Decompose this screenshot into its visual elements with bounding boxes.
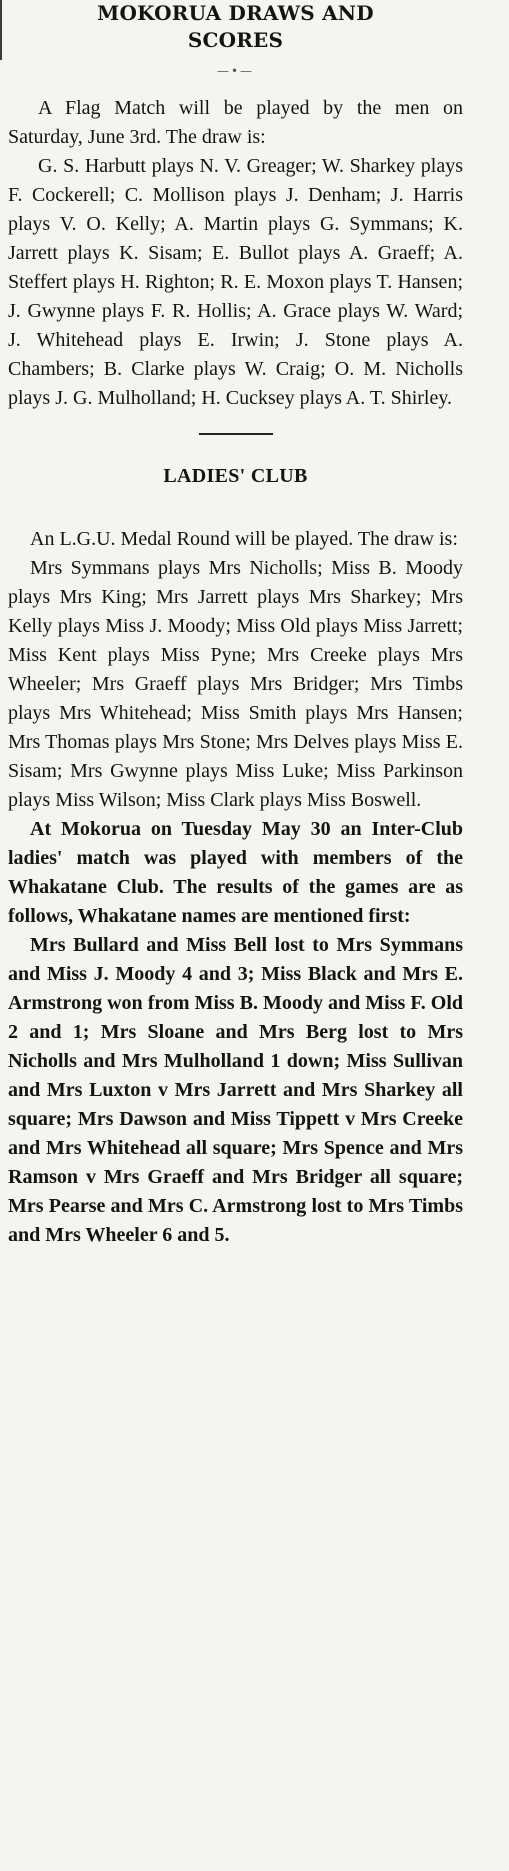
medal-round-intro: An L.G.U. Medal Round will be played. The draw is: [30,528,458,550]
flag-match-intro: A Flag Match will be played by the men on Saturday, June 3rd. The draw is: [8,97,463,148]
section-divider [199,433,273,435]
ladies-club-heading: LADIES' CLUB [163,465,308,487]
ladies-draw: Mrs Symmans plays Mrs Nicholls; Miss B. Moody plays Mrs King; Mrs Jarrett plays Mrs Sharkey; Mrs Kelly plays Miss J. Moody; Miss Old plays Miss Jarrett; Miss Kent plays Miss Pyne; Mrs Creeke plays Mrs Wheeler; Mrs Graeff plays Mrs Bridger; Mrs Timbs plays Mrs Whitehead; Miss Smith plays Mrs Hansen; Mrs Thomas plays Mrs Stone; Mrs Delves plays Miss E. Sisam; Mrs Gwynne plays Miss Luke; Miss Parkinson plays Miss Wilson; Miss Clark plays Miss Boswell. [8,557,463,811]
headline-line-1: MOKORUA DRAWS AND [97,1,374,25]
interclub-intro: At Mokorua on Tuesday May 30 an Inter-Club ladies' match was played with members of the Whakatane Club. The results of the games are as follows, Whakatane names are mentioned first: [8,818,463,927]
headline [8,0,463,54]
mens-draw: G. S. Harbutt plays N. V. Greager; W. Sharkey plays F. Cockerell; C. Mollison plays J. Denham; J. Harris plays V. O. Kelly; A. Martin plays G. Symmans; K. Jarrett plays K. Sisam; E. Bullot plays A. Graeff; A. Steffert plays H. Righton; R. E. Moxon plays T. Hansen; J. Gwynne plays F. R. Hollis; A. Grace plays W. Ward; J. Whitehead plays E. Irwin; J. Stone plays A. Chambers; B. Clarke plays W. Craig; O. M. Nicholls plays J. G. Mulholland; H. Cucksey plays A. T. Shirley. [8,155,463,409]
headline-line-2: SCORES [187,28,284,52]
ornament-divider: —•— [216,64,255,78]
column-rule [0,0,2,60]
match-results: Mrs Bullard and Miss Bell lost to Mrs Symmans and Miss J. Moody 4 and 3; Miss Black and Mrs E. Armstrong won from Miss B. Moody and Miss F. Old 2 and 1; Mrs Sloane and Mrs Berg lost to Mrs Nicholls and Mrs Mulholland 1 down; Miss Sullivan and Mrs Luxton v Mrs Jarrett and Mrs Sharkey all square; Mrs Dawson and Miss Tippett v Mrs Creeke and Mrs Whitehead all square; Mrs Spence and Mrs Ramson v Mrs Graeff and Mrs Bridger all square; Mrs Pearse and Mrs C. Armstrong lost to Mrs Timbs and Mrs Wheeler 6 and 5. [8,934,463,1246]
